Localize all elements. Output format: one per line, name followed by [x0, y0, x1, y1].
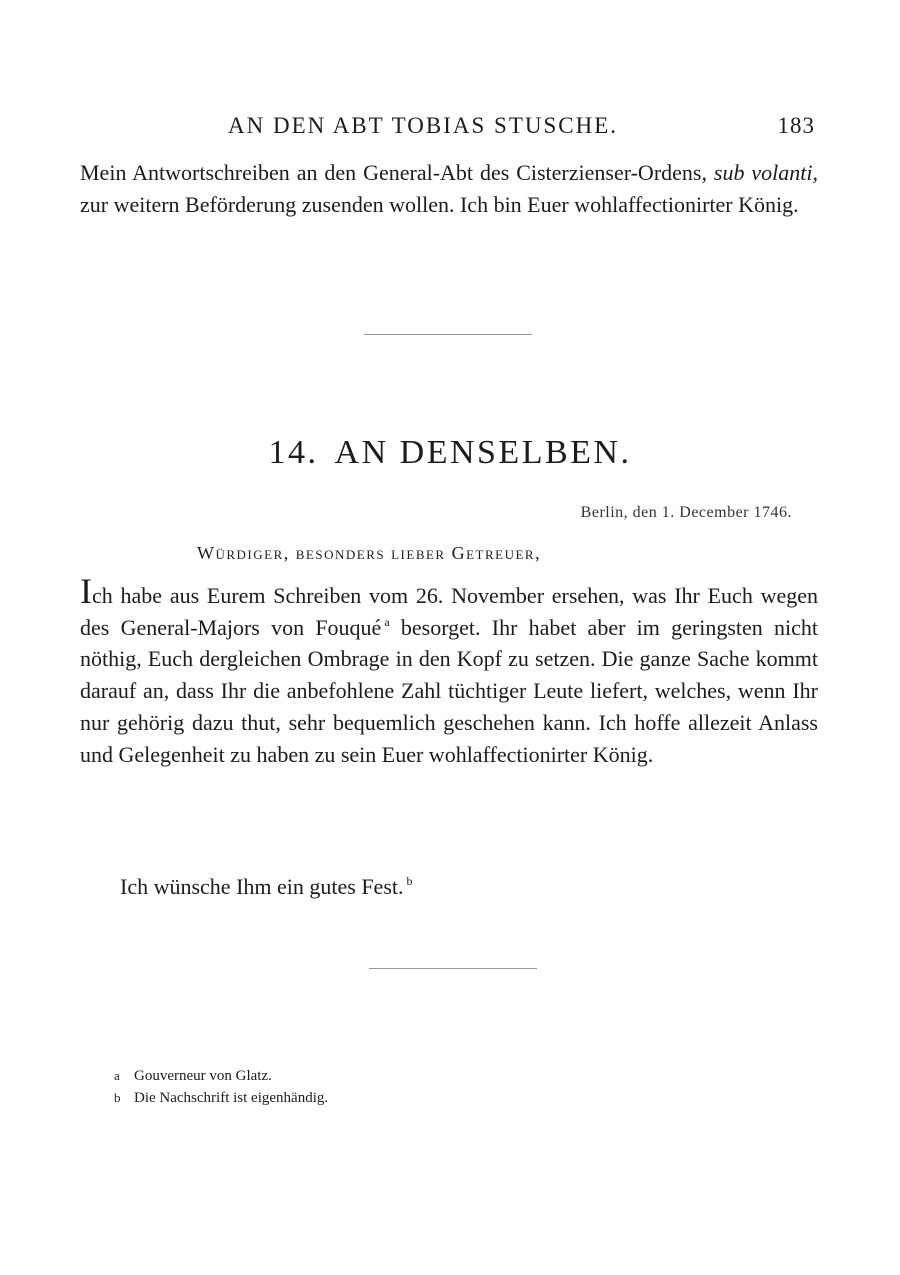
letter-heading: [0, 434, 900, 472]
initial-letter: I: [80, 571, 92, 611]
postscript-text: Ich wünsche Ihm ein gutes Fest.: [120, 874, 404, 899]
letter-body-text: ch habe aus Eurem Schreiben vom 26. November ersehen, was Ihr Euch wegen des General-Majors von Fouqué: [80, 583, 818, 640]
footnotes: [114, 1065, 328, 1109]
footnote: [114, 1065, 328, 1087]
footnote-text: Die Nachschrift ist eigenhändig.: [134, 1090, 329, 1106]
letter-body: [80, 571, 818, 770]
footnote-marker-a: a: [384, 614, 390, 629]
postscript: [120, 874, 413, 900]
salutation: Würdiger, besonders lieber Getreuer,: [197, 543, 542, 563]
continuation-text-end: zur weitern Beförderung zusenden wollen. Ich bin Euer wohlaffectionirter König.: [80, 191, 799, 217]
running-head: [80, 113, 815, 143]
section-divider: [364, 334, 532, 335]
page-number: 183: [777, 113, 815, 138]
letter-body-text-continued: besorget. Ihr habet aber im geringsten nicht nöthig, Euch dergleichen Ombrage in den Kopf zu setzen. Die ganze Sache kommt darauf an, dass Ihr die anbefohlene Zahl tüchtiger Leute liefert, welches, wenn Ihr nur gehörig dazu thut, sehr bequemlich geschehen kann. Ich hoffe allezeit Anlass und Gelegenheit zu haben zu sein Euer wohlaffectionirter König.: [80, 614, 818, 767]
italic-phrase: sub volanti,: [713, 160, 818, 185]
previous-letter-closing: [80, 157, 818, 220]
footnote-mark: a: [114, 1068, 120, 1083]
letter-number: 14.: [268, 434, 319, 471]
footnote: [114, 1087, 328, 1109]
letter-title: AN DENSELBEN.: [334, 434, 632, 471]
footnote-marker-b: b: [406, 874, 413, 888]
section-divider-bottom: [369, 968, 537, 969]
continuation-text: Mein Antwortschreiben an den General-Abt des Cisterzienser-Ordens,: [80, 160, 714, 185]
footnote-mark: b: [114, 1090, 121, 1105]
running-title: AN DEN ABT TOBIAS STUSCHE.: [228, 113, 619, 138]
dateline: Berlin, den 1. December 1746.: [580, 504, 792, 521]
footnote-text: Gouverneur von Glatz.: [134, 1068, 272, 1084]
